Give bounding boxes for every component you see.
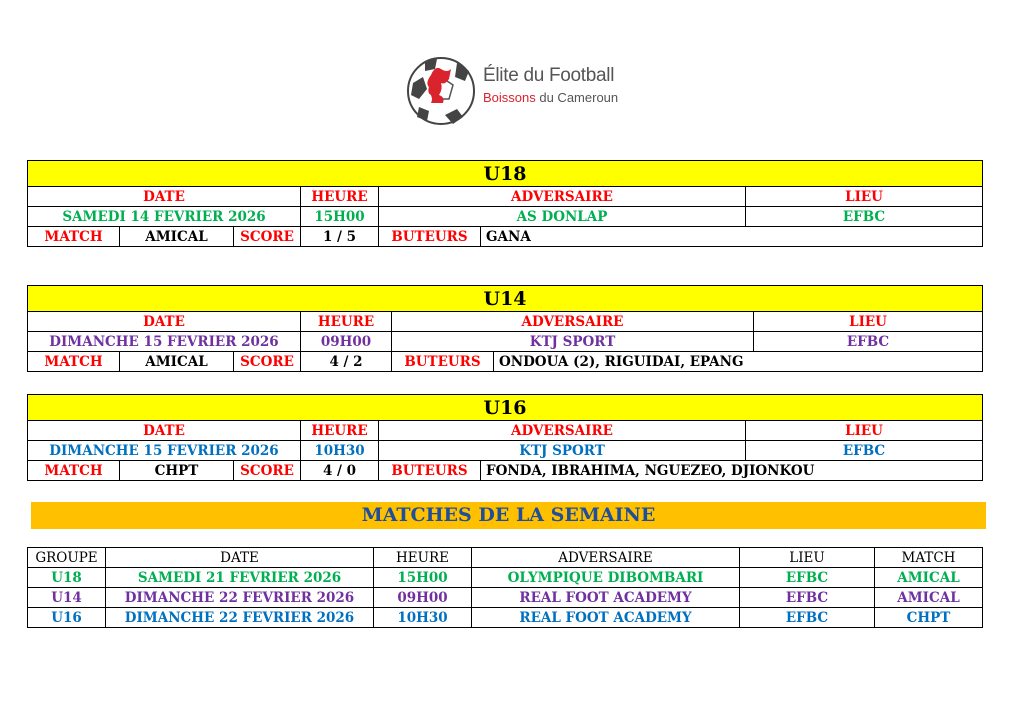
match-date: SAMEDI 14 FEVRIER 2026 — [28, 207, 301, 227]
heure-header: HEURE — [301, 421, 379, 441]
buteurs-label: BUTEURS — [392, 352, 494, 372]
date-header: DATE — [28, 421, 301, 441]
heure: 15H00 — [374, 568, 472, 588]
heure-header: HEURE — [301, 312, 392, 332]
groupe: U18 — [28, 568, 106, 588]
header-match: MATCH — [875, 548, 983, 568]
score-label: SCORE — [234, 227, 301, 247]
lieu: EFBC — [740, 608, 875, 628]
result-table-u18 — [27, 160, 983, 247]
header-date: DATE — [106, 548, 374, 568]
lieu-header: LIEU — [746, 421, 983, 441]
adversaire-header: ADVERSAIRE — [379, 187, 746, 207]
scorers: ONDOUA (2), RIGUIDAI, EPANG — [494, 352, 983, 372]
groupe: U14 — [28, 588, 106, 608]
week-title: MATCHES DE LA SEMAINE — [31, 502, 986, 529]
logo-subtitle: Boissons du Cameroun — [483, 90, 619, 105]
groupe: U16 — [28, 608, 106, 628]
club-logo — [405, 55, 645, 127]
match-date: DIMANCHE 15 FEVRIER 2026 — [28, 441, 301, 461]
date-header: DATE — [28, 187, 301, 207]
match-time: 09H00 — [301, 332, 392, 352]
adversaire: REAL FOOT ACADEMY — [472, 588, 740, 608]
match-date: DIMANCHE 15 FEVRIER 2026 — [28, 332, 301, 352]
venue: EFBC — [746, 441, 983, 461]
category-title: U18 — [28, 161, 983, 187]
match-type: AMICAL — [120, 227, 234, 247]
date: DIMANCHE 22 FEVRIER 2026 — [106, 608, 374, 628]
table-row — [28, 588, 983, 608]
match-label: MATCH — [28, 227, 120, 247]
adversaire-header: ADVERSAIRE — [392, 312, 754, 332]
match-label: MATCH — [28, 461, 120, 481]
logo-title: Élite du Football — [483, 65, 615, 86]
buteurs-label: BUTEURS — [379, 227, 481, 247]
scorers: FONDA, IBRAHIMA, NGUEZEO, DJIONKOU — [481, 461, 983, 481]
heure-header: HEURE — [301, 187, 379, 207]
week-schedule-table — [27, 547, 983, 628]
match: AMICAL — [875, 588, 983, 608]
lieu: EFBC — [740, 588, 875, 608]
match-time: 15H00 — [301, 207, 379, 227]
score-label: SCORE — [234, 461, 301, 481]
opponent: KTJ SPORT — [392, 332, 754, 352]
venue: EFBC — [746, 207, 983, 227]
football-icon — [405, 55, 477, 127]
opponent: AS DONLAP — [379, 207, 746, 227]
venue: EFBC — [754, 332, 983, 352]
buteurs-label: BUTEURS — [379, 461, 481, 481]
result-table-u16 — [27, 394, 983, 481]
date-header: DATE — [28, 312, 301, 332]
match: CHPT — [875, 608, 983, 628]
heure: 10H30 — [374, 608, 472, 628]
category-title: U14 — [28, 286, 983, 312]
heure: 09H00 — [374, 588, 472, 608]
category-title: U16 — [28, 395, 983, 421]
table-row — [28, 608, 983, 628]
match-label: MATCH — [28, 352, 120, 372]
header-heure: HEURE — [374, 548, 472, 568]
adversaire-header: ADVERSAIRE — [379, 421, 746, 441]
date: DIMANCHE 22 FEVRIER 2026 — [106, 588, 374, 608]
score-label: SCORE — [234, 352, 301, 372]
match-time: 10H30 — [301, 441, 379, 461]
match: AMICAL — [875, 568, 983, 588]
scorers: GANA — [481, 227, 983, 247]
table-row — [28, 568, 983, 588]
header-lieu: LIEU — [740, 548, 875, 568]
lieu: EFBC — [740, 568, 875, 588]
header-groupe: GROUPE — [28, 548, 106, 568]
adversaire: OLYMPIQUE DIBOMBARI — [472, 568, 740, 588]
score-value: 4 / 2 — [301, 352, 392, 372]
lieu-header: LIEU — [746, 187, 983, 207]
adversaire: REAL FOOT ACADEMY — [472, 608, 740, 628]
lieu-header: LIEU — [754, 312, 983, 332]
score-value: 1 / 5 — [301, 227, 379, 247]
header-adversaire: ADVERSAIRE — [472, 548, 740, 568]
score-value: 4 / 0 — [301, 461, 379, 481]
match-type: CHPT — [120, 461, 234, 481]
date: SAMEDI 21 FEVRIER 2026 — [106, 568, 374, 588]
opponent: KTJ SPORT — [379, 441, 746, 461]
result-table-u14 — [27, 285, 983, 372]
match-type: AMICAL — [120, 352, 234, 372]
